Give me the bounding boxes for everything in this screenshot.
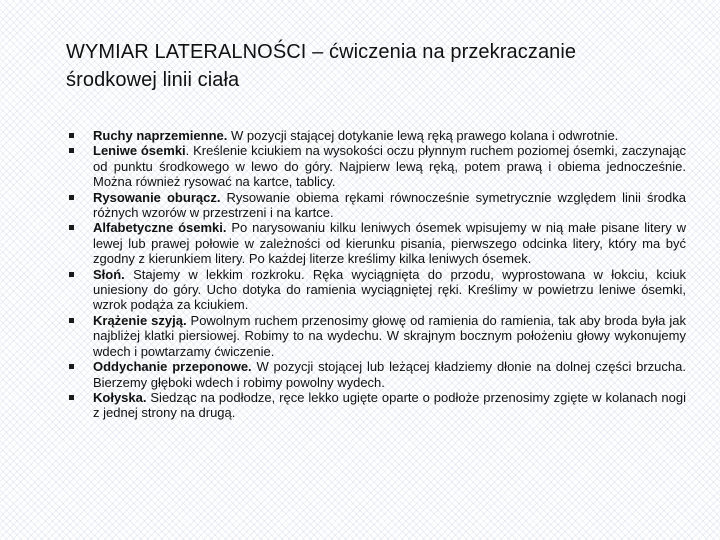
list-item <box>66 267 686 313</box>
list-item <box>66 220 686 266</box>
exercise-term: Ruchy naprzemienne. <box>93 128 228 143</box>
title-line-1: WYMIAR LATERALNOŚCI – ćwiczenia na przekraczanie <box>66 41 577 63</box>
square-bullet-icon <box>69 364 74 369</box>
square-bullet-icon <box>69 195 74 200</box>
exercise-description: Po narysowaniu kilku leniwych ósemek wpisujemy w nią małe pisane litery w lewej lub prawej połowie w zależności od kierunku pisania, pierwszego odcinka litery, który ma być zgodny z kierunkiem litery. Po każdej literze kreślimy kilka leniwych ósemek. <box>93 220 686 267</box>
exercise-description: Powolnym ruchem przenosimy głowę od ramienia do ramienia, tak aby broda była jak najbliżej klatki piersiowej. Robimy to na wydechu. W skrajnym bocznym położeniu głowy wykonujemy wdech i powtarzamy ćwiczenie. <box>93 312 686 359</box>
exercise-term: Kołyska. <box>93 389 147 405</box>
list-item <box>66 313 686 359</box>
list-item <box>66 143 686 189</box>
exercise-description: Siedząc na podłodze, ręce lekko ugięte oparte o podłoże przenosimy zgięte w kolanach nogi z jednej strony na drugą. <box>93 389 686 421</box>
square-bullet-icon <box>69 272 74 277</box>
exercise-term: Słoń. <box>93 266 125 282</box>
exercise-term: Leniwe ósemki <box>93 143 186 159</box>
exercise-term: Oddychanie przeponowe. <box>93 359 252 375</box>
list-item <box>66 359 686 390</box>
square-bullet-icon <box>69 225 74 230</box>
list-item <box>66 190 686 221</box>
exercise-term: Krążenie szyją. <box>93 312 187 328</box>
square-bullet-icon <box>69 318 74 323</box>
exercise-term: Rysowanie oburącz. <box>93 189 221 205</box>
exercise-description: . Kreślenie kciukiem na wysokości oczu płynnym ruchem poziomej ósemki, zaczynając od punktu środkowego w lewo do góry. Najpierw lewą ręką, potem prawą i obiema jednocześnie. Można również rysować na kartce, tablicy. <box>93 143 687 190</box>
square-bullet-icon <box>69 133 74 138</box>
list-item <box>66 128 686 143</box>
list-item <box>66 390 686 421</box>
exercise-description: Rysowanie obiema rękami równocześnie symetrycznie względem linii środka różnych wzorów w przestrzeni i na kartce. <box>93 189 686 221</box>
title-line-2: środkowej linii ciała <box>66 69 240 91</box>
exercise-list <box>66 128 686 421</box>
square-bullet-icon <box>69 148 74 153</box>
exercise-description: W pozycji stojącej lub leżącej kładziemy dłonie na dolnej części brzucha. Bierzemy głęboki wdech i robimy powolny wydech. <box>93 359 686 390</box>
slide-title <box>66 38 686 94</box>
square-bullet-icon <box>69 395 74 400</box>
exercise-term: Alfabetyczne ósemki. <box>93 220 227 236</box>
exercise-description: Stajemy w lekkim rozkroku. Ręka wyciągnięta do przodu, wyprostowana w łokciu, kciuk uniesiony do góry. Ucho dotyka do ramienia wyciągniętej ręki. Kreślimy w powietrzu leniwe ósemki, wzrok podąża za kciukiem. <box>93 266 686 313</box>
exercise-description: W pozycji stającej dotykanie lewą ręką prawego kolana i odwrotnie. <box>227 128 619 143</box>
